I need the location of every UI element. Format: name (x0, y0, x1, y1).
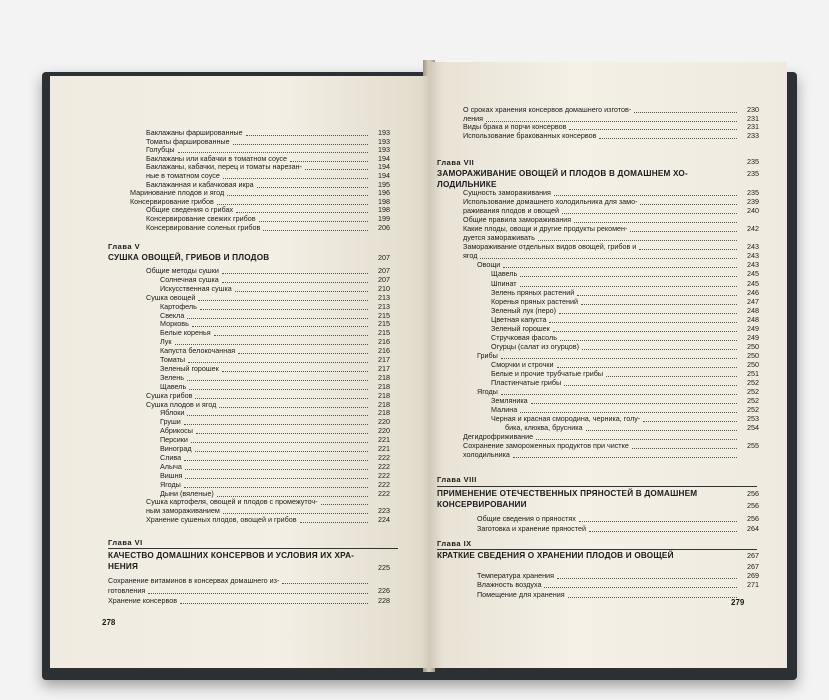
toc-entry-text: Солнечная сушка (160, 274, 219, 284)
toc-dot-leader (501, 393, 737, 395)
toc-dot-leader (223, 512, 368, 514)
toc-dot-leader (568, 596, 737, 598)
toc-entry-text: Черная и красная смородина, черника, голу- (491, 414, 641, 424)
toc-entry-text: Томаты фаршированные (146, 136, 230, 146)
toc-entry-text: Груши (160, 417, 181, 427)
toc-dot-leader (187, 414, 368, 416)
toc-entry-text: Консервирование соленых грибов (146, 222, 261, 232)
toc-entry-text: Помещение для хранения (477, 589, 565, 599)
toc-entry-page: 213 (378, 292, 390, 302)
toc-dot-leader (195, 450, 368, 452)
toc-entry-page: 256 (747, 514, 759, 523)
toc-entry-text: Белые и прочие трубчатые грибы (491, 369, 604, 378)
toc-dot-leader (187, 379, 368, 381)
toc-dot-leader (560, 339, 737, 341)
toc-entry-text: Использование домашнего холодильника для замо- (463, 197, 638, 207)
toc-entry-text: О сроках хранения консервов домашнего изготов- (463, 105, 632, 114)
toc-entry-text: Консервирование грибов (130, 196, 214, 206)
toc-entry-page: 250 (747, 341, 759, 351)
toc-entry-text: Дегидрофриживание (463, 432, 534, 442)
toc-entry (108, 596, 390, 606)
chapter-9-label: Глава IX (437, 539, 472, 548)
toc-entry-page: 215 (378, 328, 390, 338)
toc-dot-leader (184, 459, 368, 461)
toc-entry-text: Зелень (160, 372, 185, 382)
toc-entry-text: Слива (160, 452, 182, 462)
toc-entry-page: 222 (378, 470, 390, 480)
toc-entry-page: 251 (747, 369, 759, 378)
toc-dot-leader (235, 290, 368, 292)
toc-dot-leader (300, 521, 368, 523)
toc-entry-page: 246 (747, 287, 759, 297)
right-page-number: 279 (731, 598, 745, 607)
toc-entry-page: 218 (378, 390, 390, 400)
chapter-7-title-line2: ЛОДИЛЬНИКЕ (437, 180, 497, 189)
toc-entry-page: 249 (747, 332, 759, 342)
toc-entry-page: 248 (747, 314, 759, 324)
toc-dot-leader (606, 375, 737, 377)
toc-entry-page: 207 (378, 274, 390, 284)
toc-entry-text: Дыни (вяленые) (160, 488, 214, 498)
toc-dot-leader (503, 266, 737, 268)
toc-entry-text: Хранение консервов (108, 595, 178, 605)
toc-entry-page: 218 (378, 399, 390, 409)
toc-entry-text: Сушка картофеля, овощей и плодов с промежуточ- (146, 497, 318, 507)
toc-entry-text: Сохранение замороженных продуктов при чистке (463, 441, 629, 451)
toc-entry-text: Томаты (160, 355, 186, 364)
toc-entry-text: Общие сведения о грибах (146, 205, 234, 215)
toc-entry-page: 217 (378, 363, 390, 373)
toc-dot-leader (513, 456, 737, 458)
toc-dot-leader (520, 411, 737, 413)
toc-entry-page: 233 (747, 130, 759, 140)
toc-dot-leader (520, 275, 737, 277)
toc-entry-text: дуется замораживать (463, 233, 535, 243)
toc-entry-page: 193 (378, 145, 390, 155)
toc-dot-leader (574, 221, 737, 223)
toc-entry-page: 269 (747, 571, 759, 581)
toc-dot-leader (577, 294, 737, 296)
toc-entry-page: 254 (747, 423, 759, 433)
toc-entry-page: 193 (378, 136, 390, 146)
toc-entry-page: 235 (747, 188, 759, 197)
toc-entry-text: Яблоки (160, 408, 185, 418)
toc-entry-text: Маринование плодов и ягод (130, 188, 225, 198)
toc-entry-page: 222 (378, 461, 390, 471)
toc-entry-text: Сушка плодов и ягод (146, 399, 217, 409)
left-page (50, 76, 431, 668)
toc-dot-leader (282, 582, 368, 584)
toc-entry (108, 576, 390, 586)
toc-entry-page: 194 (378, 153, 390, 163)
toc-entry-text: Влажность воздуха (477, 580, 542, 590)
toc-entry-page: 252 (747, 396, 759, 406)
toc-entry-text: Виды брака и порчи консервов (463, 122, 567, 132)
toc-dot-leader (630, 230, 737, 232)
toc-entry-text: бика, клюква, брусника (505, 423, 583, 433)
toc-entry-text: Щавель (491, 269, 518, 279)
toc-dot-leader (148, 592, 368, 594)
toc-entry-text: Замораживание отдельных видов овощей, грибов и (463, 242, 637, 252)
chapter-5-label: Глава V (108, 242, 141, 251)
toc-entry-page: 247 (747, 296, 759, 306)
toc-dot-leader (589, 530, 737, 532)
toc-dot-leader (187, 317, 368, 319)
toc-entry-text: Ягоды (477, 387, 498, 397)
toc-entry-page: 231 (747, 122, 759, 132)
chapter-7-title-line1: ЗАМОРАЖИВАНИЕ ОВОЩЕЙ И ПЛОДОВ В ДОМАШНЕМ ХО- (437, 169, 688, 178)
toc-entry-text: Консервирование свежих грибов (146, 214, 256, 223)
toc-entry-text: Голубцы (146, 145, 175, 155)
chapter-8-title-line1: ПРИМЕНЕНИЕ ОТЕЧЕСТВЕННЫХ ПРЯНОСТЕЙ В ДОМАШНЕМ (437, 489, 698, 498)
toc-entry-page: 230 (747, 105, 759, 114)
toc-dot-leader (184, 486, 368, 488)
toc-entry-text: раживания плодов и овощей (463, 206, 560, 216)
toc-entry (146, 515, 390, 525)
toc-entry (477, 514, 759, 524)
toc-entry-text: Баклажанная и кабачковая икра (146, 179, 254, 189)
toc-entry-text: Коренья пряных растений (491, 296, 579, 306)
toc-entry-text: Малина (491, 405, 518, 415)
toc-entry-page: 213 (378, 301, 390, 311)
toc-entry-page: 220 (378, 426, 390, 436)
toc-entry-text: Свекла (160, 310, 185, 320)
toc-entry-page: 267 (747, 562, 759, 571)
left-page-number: 278 (102, 618, 116, 627)
toc-entry-page: 206 (378, 222, 390, 232)
chapter-8-label: Глава VIII (437, 475, 477, 484)
toc-entry-text: Абрикосы (160, 426, 193, 436)
toc-entry-text: Зелень пряных растений (491, 287, 575, 297)
toc-dot-leader (557, 577, 737, 579)
toc-entry-page: 221 (378, 435, 390, 445)
toc-dot-leader (222, 281, 368, 283)
toc-dot-leader (175, 343, 368, 345)
toc-entry-text: Использование бракованных консервов (463, 130, 597, 140)
toc-entry-page: 231 (747, 113, 759, 123)
toc-entry-page: 218 (378, 381, 390, 391)
toc-entry-page: 255 (747, 441, 759, 451)
chapter-8-page-1: 256 (747, 489, 759, 498)
toc-entry-text: Морковь (160, 319, 189, 329)
toc-dot-leader (195, 397, 368, 399)
toc-entry-text: Алыча (160, 461, 182, 471)
toc-entry-page: 250 (747, 350, 759, 360)
toc-entry-page: 218 (378, 408, 390, 418)
toc-entry-text: Какие плоды, овощи и другие продукты рекомен- (463, 224, 628, 234)
toc-dot-leader (544, 586, 737, 588)
toc-dot-leader (188, 361, 368, 363)
toc-entry-page: 253 (747, 414, 759, 424)
toc-entry-text: Грибы (477, 350, 498, 360)
toc-entry-text: Ягоды (160, 479, 181, 489)
chapter-6-title-line2: НЕНИЯ (108, 562, 139, 571)
toc-entry-page: 264 (747, 523, 759, 533)
toc-entry (477, 590, 759, 600)
toc-dot-leader (549, 321, 737, 323)
toc-entry-text: Картофель (160, 301, 197, 311)
toc-entry-page: 194 (378, 162, 390, 172)
chapter-7-page-1: 235 (747, 157, 759, 166)
toc-entry-page: 221 (378, 444, 390, 453)
toc-entry-text: Виноград (160, 444, 192, 453)
toc-entry-text: Сохранение витаминов в консервах домашнего из- (108, 576, 280, 585)
toc-dot-leader (238, 352, 368, 354)
toc-entry-page: 198 (378, 196, 390, 206)
toc-entry-page: 240 (747, 206, 759, 216)
toc-entry-page: 248 (747, 305, 759, 315)
toc-dot-leader (184, 423, 368, 425)
toc-entry-page: 250 (747, 359, 759, 369)
toc-entry-text: Общие методы сушки (146, 266, 219, 275)
toc-entry-page: 228 (378, 595, 390, 605)
toc-entry-page: 222 (378, 488, 390, 498)
toc-entry-text: Зеленый горошек (491, 323, 550, 333)
toc-entry-text: Огурцы (салат из огурцов) (491, 341, 579, 351)
toc-dot-leader (180, 602, 368, 604)
toc-dot-leader (553, 330, 737, 332)
toc-entry-page: 223 (378, 506, 390, 516)
toc-entry-text: ные в томатном соусе (146, 171, 220, 180)
toc-entry-text: Хранение сушеных плодов, овощей и грибов (146, 515, 297, 525)
toc-entry-page: 215 (378, 310, 390, 320)
toc-dot-leader (222, 272, 368, 274)
toc-entry-page: 226 (378, 585, 390, 595)
toc-dot-leader (189, 388, 368, 390)
toc-entry-page: 220 (378, 417, 390, 427)
toc-entry-page: 195 (378, 179, 390, 189)
toc-entry-page: 271 (747, 580, 759, 590)
toc-dot-leader (586, 429, 737, 431)
toc-dot-leader (564, 384, 737, 386)
chapter-5-page: 207 (378, 253, 390, 262)
toc-entry-text: Цветная капуста (491, 314, 547, 324)
toc-entry-text: ления (463, 113, 484, 123)
toc-dot-leader (192, 325, 368, 327)
chapter-6-page: 225 (378, 563, 390, 572)
toc-entry-text: Лук (160, 337, 172, 347)
toc-dot-leader (222, 370, 368, 372)
toc-dot-leader (480, 257, 737, 259)
toc-entry-text: готовления (108, 585, 146, 595)
toc-dot-leader (531, 402, 737, 404)
toc-entry-page: 243 (747, 242, 759, 252)
toc-entry-page: 196 (378, 188, 390, 198)
toc-dot-leader (632, 447, 737, 449)
chapter-6-title-line1: КАЧЕСТВО ДОМАШНИХ КОНСЕРВОВ И УСЛОВИЯ ИХ ХРА- (108, 551, 355, 560)
toc-entry (108, 586, 390, 596)
toc-entry-page: 242 (747, 224, 759, 234)
toc-entry-page: 193 (378, 128, 390, 137)
toc-entry-page: 216 (378, 337, 390, 347)
toc-entry-page: 224 (378, 515, 390, 525)
toc-entry-page: 222 (378, 479, 390, 489)
toc-dot-leader (200, 308, 368, 310)
toc-dot-leader (219, 406, 368, 408)
chapter-6-label: Глава VI (108, 538, 143, 547)
toc-entry-page: 243 (747, 251, 759, 261)
toc-entry-text: Пластинчатые грибы (491, 378, 562, 388)
toc-entry-text: Температура хранения (477, 571, 554, 581)
toc-entry-page: 249 (747, 323, 759, 333)
toc-entry-page: 252 (747, 378, 759, 388)
toc-dot-leader (185, 477, 368, 479)
toc-entry-text: Общие сведения о пряностях (477, 514, 576, 523)
toc-dot-leader (599, 137, 737, 139)
toc-entry-page: 218 (378, 372, 390, 382)
toc-entry-text: Зеленый горошек (160, 363, 219, 373)
toc-dot-leader (520, 285, 737, 287)
toc-entry-text: Щавель (160, 381, 187, 391)
toc-entry-text: Стручковая фасоль (491, 332, 557, 342)
toc-entry-page: 194 (378, 171, 390, 180)
toc-dot-leader (501, 357, 737, 359)
toc-entry-text: холодильника (463, 450, 510, 460)
toc-dot-leader (214, 334, 368, 336)
toc-entry-text: Белые коренья (160, 328, 211, 338)
chapter-8-title-line2: КОНСЕРВИРОВАНИИ (437, 500, 527, 509)
toc-entry-text: Зеленый лук (перо) (491, 305, 557, 315)
right-page (429, 62, 787, 668)
toc-entry-page: 239 (747, 197, 759, 207)
toc-entry-text: Заготовка и хранение пряностей (477, 523, 586, 533)
toc-dot-leader (185, 468, 368, 470)
toc-dot-leader (191, 441, 368, 443)
toc-entry-page: 216 (378, 346, 390, 356)
toc-entry-page: 210 (378, 283, 390, 293)
chapter-5-title: СУШКА ОВОЩЕЙ, ГРИБОВ И ПЛОДОВ (108, 253, 270, 262)
toc-entry (477, 524, 759, 534)
toc-entry-text: Искусственная сушка (160, 283, 232, 293)
toc-entry-page: 198 (378, 205, 390, 215)
toc-entry-page: 207 (378, 266, 390, 275)
toc-entry-text: Овощи (477, 260, 501, 270)
toc-entry-text: Шпинат (491, 278, 517, 288)
toc-entry (463, 450, 759, 460)
toc-entry-text: Общие правила замораживания (463, 215, 572, 225)
toc-entry-text: Баклажаны, кабачки, перец и томаты нарезан- (146, 162, 302, 172)
chapter-8-rule (437, 486, 757, 487)
toc-entry-page: 245 (747, 269, 759, 279)
toc-entry-text: Вишня (160, 470, 183, 480)
toc-entry-page: 252 (747, 387, 759, 397)
toc-dot-leader (198, 299, 368, 301)
toc-entry-page: 252 (747, 405, 759, 415)
toc-dot-leader (557, 366, 737, 368)
toc-entry-page: 215 (378, 319, 390, 329)
toc-entry-page: 217 (378, 355, 390, 364)
toc-dot-leader (538, 239, 737, 241)
toc-entry-text: Сущность замораживания (463, 188, 551, 197)
toc-dot-leader (639, 248, 737, 250)
toc-entry-text: Баклажаны фаршированные (146, 128, 243, 137)
toc-dot-leader (640, 203, 737, 205)
toc-dot-leader (321, 503, 368, 505)
toc-entry-text: ным замораживанием (146, 506, 220, 516)
toc-entry-text: Сморчки и строчки (491, 359, 554, 369)
toc-entry-text: Персики (160, 435, 188, 445)
toc-dot-leader (579, 520, 737, 522)
toc-entry (146, 223, 390, 233)
toc-entry-text: Баклажаны или кабачки в томатном соусе (146, 153, 287, 163)
toc-dot-leader (536, 438, 737, 440)
toc-dot-leader (582, 348, 737, 350)
toc-dot-leader (559, 312, 737, 314)
toc-dot-leader (263, 229, 368, 231)
chapter-9-page: 267 (747, 551, 759, 560)
toc-entry (463, 131, 759, 141)
toc-dot-leader (554, 194, 737, 196)
chapter-9-title: КРАТКИЕ СВЕДЕНИЯ О ХРАНЕНИИ ПЛОДОВ И ОВОЩЕЙ (437, 551, 674, 560)
toc-entry-text: Сушка овощей (146, 292, 196, 302)
chapter-7-page-2: 235 (747, 169, 759, 178)
toc-dot-leader (562, 212, 737, 214)
toc-entry-page: 245 (747, 278, 759, 288)
toc-entry-page: 222 (378, 452, 390, 462)
toc-entry-text: ягод (463, 251, 478, 261)
toc-entry-text: Капуста белокочанная (160, 346, 236, 356)
toc-dot-leader (643, 420, 737, 422)
toc-entry-page: 243 (747, 260, 759, 270)
chapter-6-rule (108, 548, 398, 549)
toc-dot-leader (581, 303, 737, 305)
chapter-7-label: Глава VII (437, 158, 475, 167)
toc-entry-text: Сушка грибов (146, 390, 193, 400)
toc-entry-page: 199 (378, 214, 390, 223)
chapter-8-page-2: 256 (747, 501, 759, 510)
toc-dot-leader (217, 495, 368, 497)
toc-dot-leader (196, 432, 368, 434)
toc-entry-text: Земляника (491, 396, 528, 406)
